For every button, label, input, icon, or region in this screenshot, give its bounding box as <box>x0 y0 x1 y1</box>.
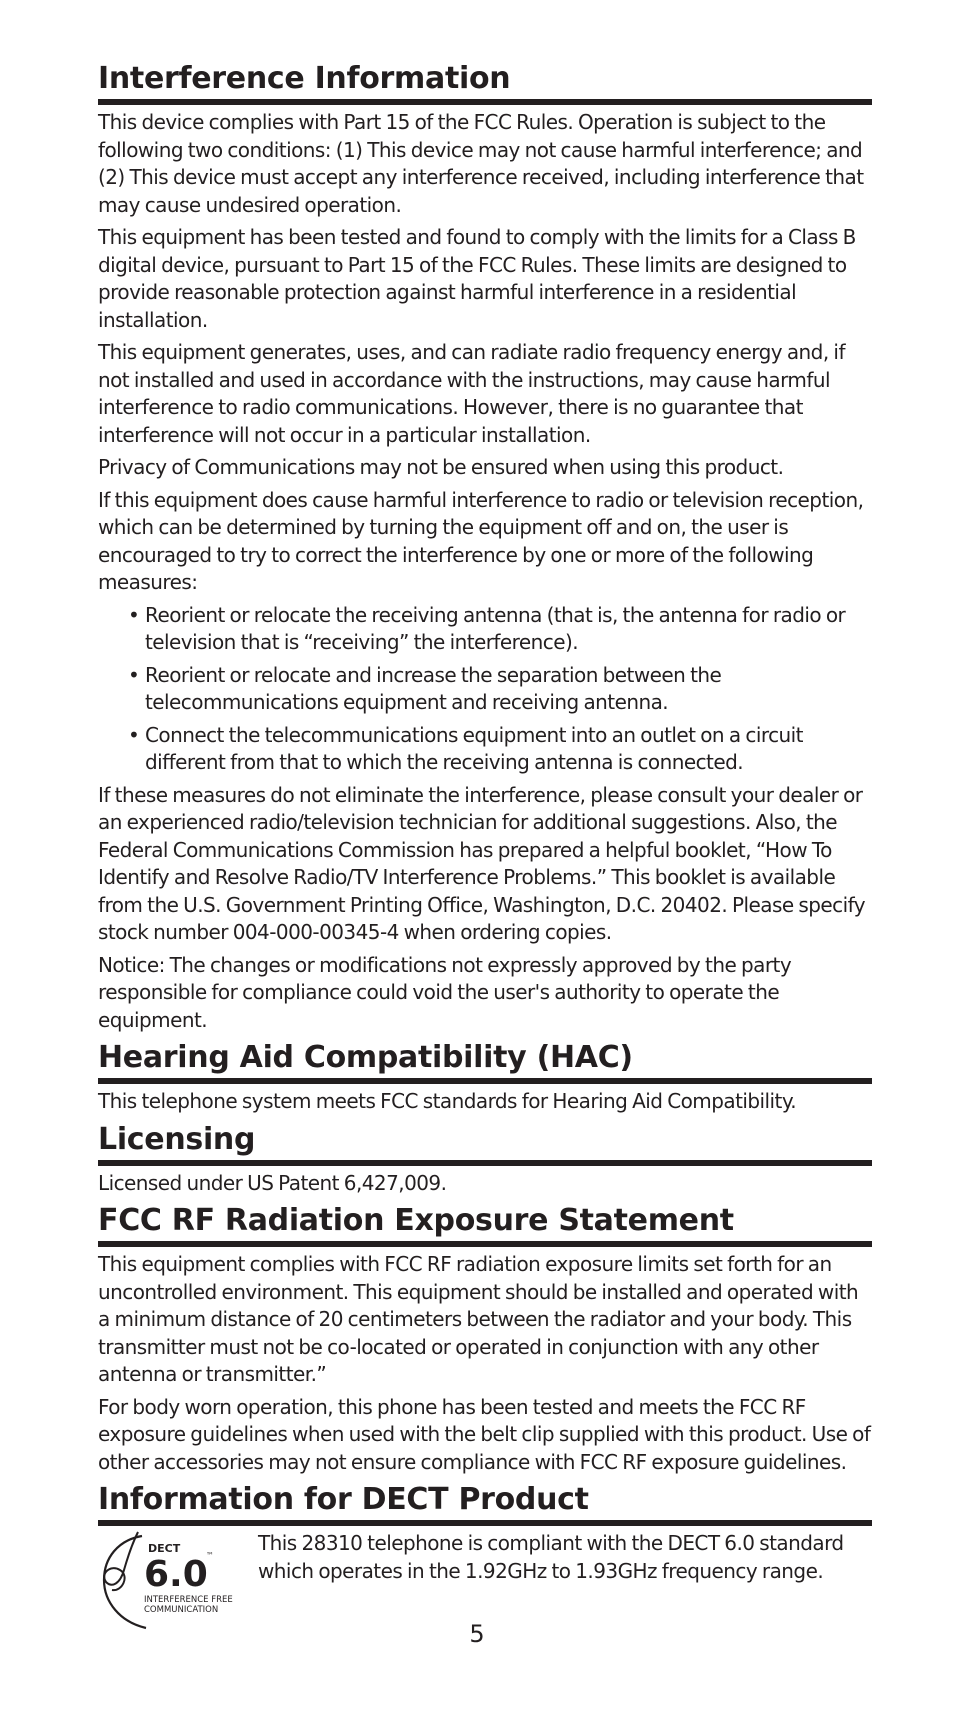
list-item-text: Reorient or relocate the receiving antenna (that is, the antenna for radio or television that is “receiving” the interference). <box>145 602 846 654</box>
dect-logo-line1: INTERFERENCE FREE <box>144 1595 233 1605</box>
dect-logo-label: DECT <box>148 1542 181 1555</box>
paragraph: This device complies with Part 15 of the FCC Rules. Operation is subject to the following two conditions: (1) This device may not cause harmful interference; and (2) This device must accept any interference received, including interference that may cause undesired operation. <box>98 110 864 217</box>
document-page <box>98 62 872 1632</box>
paragraph: If this equipment does cause harmful interference to radio or television reception, which can be determined by turning the equipment off and on, the user is encouraged to try to correct the interference by one or more of the following measures: <box>98 487 864 594</box>
bullet-icon: • <box>128 662 140 687</box>
paragraph: This equipment generates, uses, and can radiate radio frequency energy and, if not installed and used in accordance with the instructions, may cause harmful interference to radio communications. However, there is no guarantee that interference will not occur in a particular installation. <box>98 340 845 447</box>
section-dect <box>98 1483 872 1632</box>
page-number: 5 <box>469 1620 485 1648</box>
bullet-icon: • <box>128 602 140 627</box>
list-item <box>128 722 872 777</box>
section-hac <box>98 1041 872 1116</box>
paragraph: Notice: The changes or modifications not expressly approved by the party responsible for compliance could void the user's authority to operate the equipment. <box>98 952 792 1032</box>
dect-logo-version: 6.0 <box>144 1554 208 1595</box>
heading-licensing: Licensing <box>98 1123 872 1166</box>
heading-dect: Information for DECT Product <box>98 1483 872 1526</box>
heading-interference: Interference Information <box>98 62 872 105</box>
paragraph: This equipment has been tested and found to comply with the limits for a Class B digital device, pursuant to Part 15 of the FCC Rules. These limits are designed to provide reasonable protection against harmful interference in a residential installation. <box>98 225 856 332</box>
list-item-text: Connect the telecommunications equipment into an outlet on a circuit different from that to which the receiving antenna is connected. <box>145 722 803 774</box>
heading-hac: Hearing Aid Compatibility (HAC) <box>98 1041 872 1084</box>
list-item <box>128 602 872 657</box>
heading-fcc-rf: FCC RF Radiation Exposure Statement <box>98 1204 872 1247</box>
dect-logo-icon <box>98 1530 258 1632</box>
measures-list <box>98 602 872 777</box>
paragraph: If these measures do not eliminate the interference, please consult your dealer or an experienced radio/television technician for additional suggestions. Also, the Federal Communications Commission has prepared a helpful booklet, “How To Identify and Resolve Radio/TV Interference Problems.” This booklet is available from the U.S. Government Printing Office, Washington, D.C. 20402. Please specify stock number 004-000-00345-4 when ordering copies. <box>98 782 866 944</box>
dect-logo-tm: ™ <box>206 1551 214 1560</box>
section-interference <box>98 62 872 1034</box>
paragraph: This telephone system meets FCC standards for Hearing Aid Compatibility. <box>98 1089 797 1113</box>
paragraph: For body worn operation, this phone has been tested and meets the FCC RF exposure guidelines when used with the belt clip supplied with this product. Use of other accessories may not ensure compliance with FCC RF exposure guidelines. <box>98 1394 871 1474</box>
dect-logo-line2: COMMUNICATION <box>144 1605 219 1615</box>
list-item-text: Reorient or relocate and increase the separation between the telecommunications equipment and receiving antenna. <box>145 662 722 714</box>
bullet-icon: • <box>128 722 140 747</box>
list-item <box>128 662 872 717</box>
section-fcc-rf <box>98 1204 872 1476</box>
paragraph: This 28310 telephone is compliant with the DECT 6.0 standard which operates in the 1.92GHz to 1.93GHz frequency range. <box>258 1531 844 1583</box>
paragraph: This equipment complies with FCC RF radiation exposure limits set forth for an uncontrolled environment. This equipment should be installed and operated with a minimum distance of 20 centimeters between the radiator and your body. This transmitter must not be co-located or operated in conjunction with any other antenna or transmitter.” <box>98 1252 859 1386</box>
section-licensing <box>98 1123 872 1198</box>
paragraph: Licensed under US Patent 6,427,009. <box>98 1170 447 1195</box>
paragraph: Privacy of Communications may not be ensured when using this product. <box>98 455 784 479</box>
